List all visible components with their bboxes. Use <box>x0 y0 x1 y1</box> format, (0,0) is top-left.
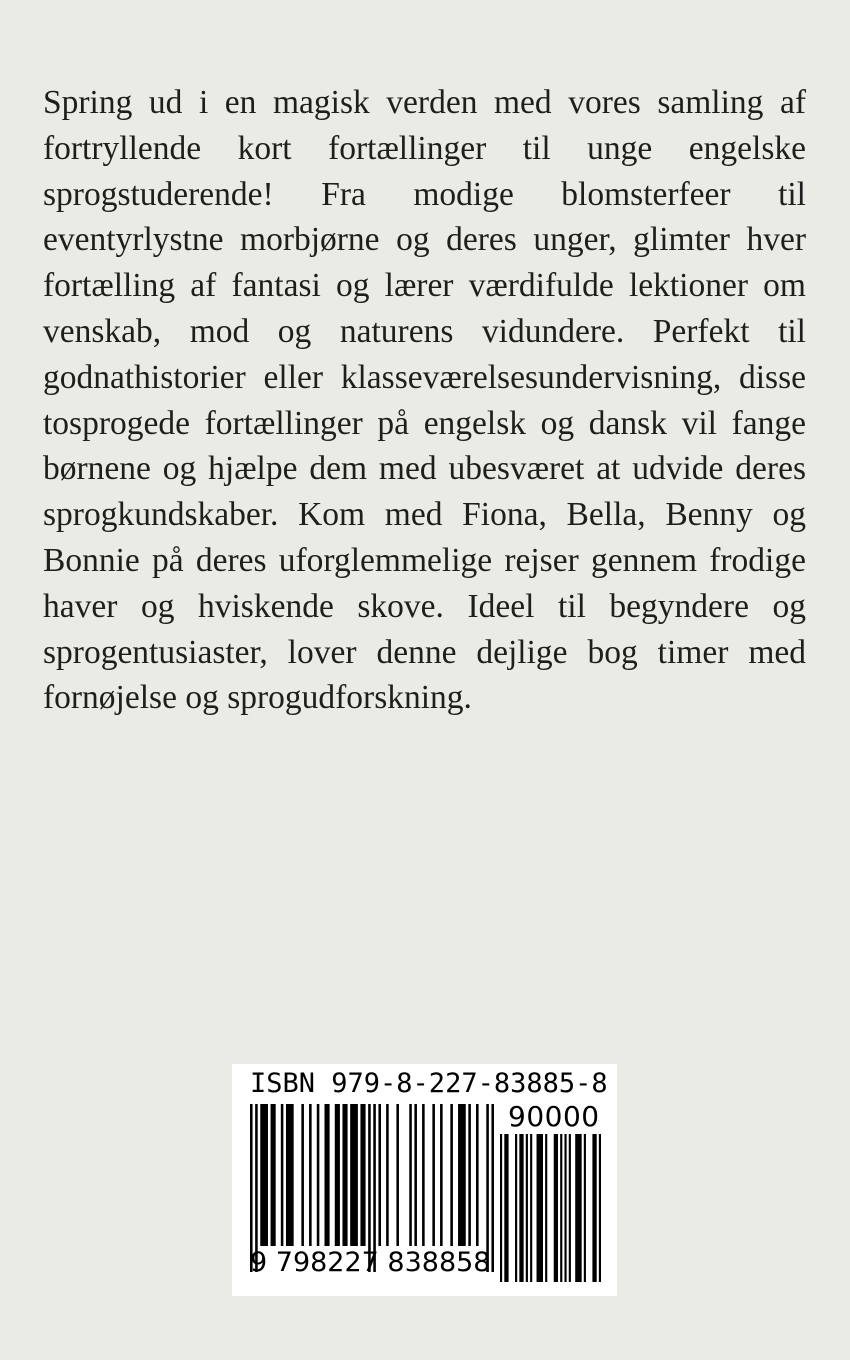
addon-bars-graphic <box>500 1134 601 1282</box>
barcode-bar <box>386 1104 389 1246</box>
barcode-bar <box>281 1104 284 1246</box>
barcode-bar <box>396 1104 399 1246</box>
barcode-bar <box>476 1104 479 1246</box>
barcode-bar <box>515 1134 517 1282</box>
barcode-bar <box>422 1104 425 1246</box>
barcode-bar <box>560 1134 562 1282</box>
addon-bars <box>500 1134 601 1282</box>
barcode-bar <box>519 1134 523 1282</box>
ean-digits: 9 798227 838858 <box>250 1247 491 1278</box>
barcode-bar <box>409 1104 412 1246</box>
barcode-bar <box>450 1104 453 1246</box>
barcode-bar <box>584 1134 586 1282</box>
barcode-bar <box>260 1104 268 1246</box>
barcode-bar <box>271 1104 276 1246</box>
barcode-bar <box>286 1104 294 1246</box>
barcode-bar <box>575 1134 581 1282</box>
barcode-bar <box>537 1134 543 1282</box>
barcode-bar <box>440 1104 443 1246</box>
barcode-bar <box>545 1134 547 1282</box>
back-cover-blurb: Spring ud i en magisk verden med vores samling af fortryllende kort fortællinger til unge engelske sprogstuderende! Fra modige blomsterfeer til eventyrlystne morbjørne og deres unger, glimter hver fortælling af fantasi og lærer værdifulde lektioner om venskab, mod og naturens vidundere. Perfekt til godnathistorier eller klasseværelsesundervisning, disse tosprogede fortællinger på engelsk og dansk vil fange børnene og hjælpe dem med ubesværet at udvide deres sprogkundskaber. Kom med Fiona, Bella, Benny og Bonnie på deres uforglemmelige rejser gennem frodige haver og hviskende skove. Ideel til begyndere og sprogentusiaster, lover denne dejlige bog timer med fornøjelse og sprogudforskning. <box>43 84 806 717</box>
barcode-bar <box>342 1104 347 1246</box>
barcode-bar <box>500 1134 502 1282</box>
barcode-bar <box>309 1104 312 1246</box>
barcode-bar <box>335 1104 340 1246</box>
barcode-bar <box>350 1104 358 1246</box>
barcode-bar <box>414 1104 417 1246</box>
barcode-bar <box>554 1134 558 1282</box>
barcode-bar <box>458 1104 466 1246</box>
barcode-bar <box>360 1104 365 1246</box>
barcode-bar <box>569 1134 571 1282</box>
barcode-bar <box>592 1134 596 1282</box>
price-code: 90000 <box>508 1100 600 1133</box>
guard-bar <box>491 1104 494 1272</box>
barcode-bar <box>504 1134 508 1282</box>
barcode-bar <box>526 1134 528 1282</box>
barcode-bar <box>530 1134 532 1282</box>
isbn-label: ISBN 979-8-227-83885-8 <box>250 1068 608 1099</box>
barcode-bar <box>564 1134 566 1282</box>
isbn-barcode <box>232 1064 617 1296</box>
barcode-bar <box>599 1134 601 1282</box>
barcode-bar <box>317 1104 320 1246</box>
barcode-bar <box>301 1104 304 1246</box>
barcode-bar <box>378 1104 381 1246</box>
barcode-bar <box>432 1104 435 1246</box>
barcode-bar <box>324 1104 329 1246</box>
barcode-bar <box>468 1104 471 1246</box>
